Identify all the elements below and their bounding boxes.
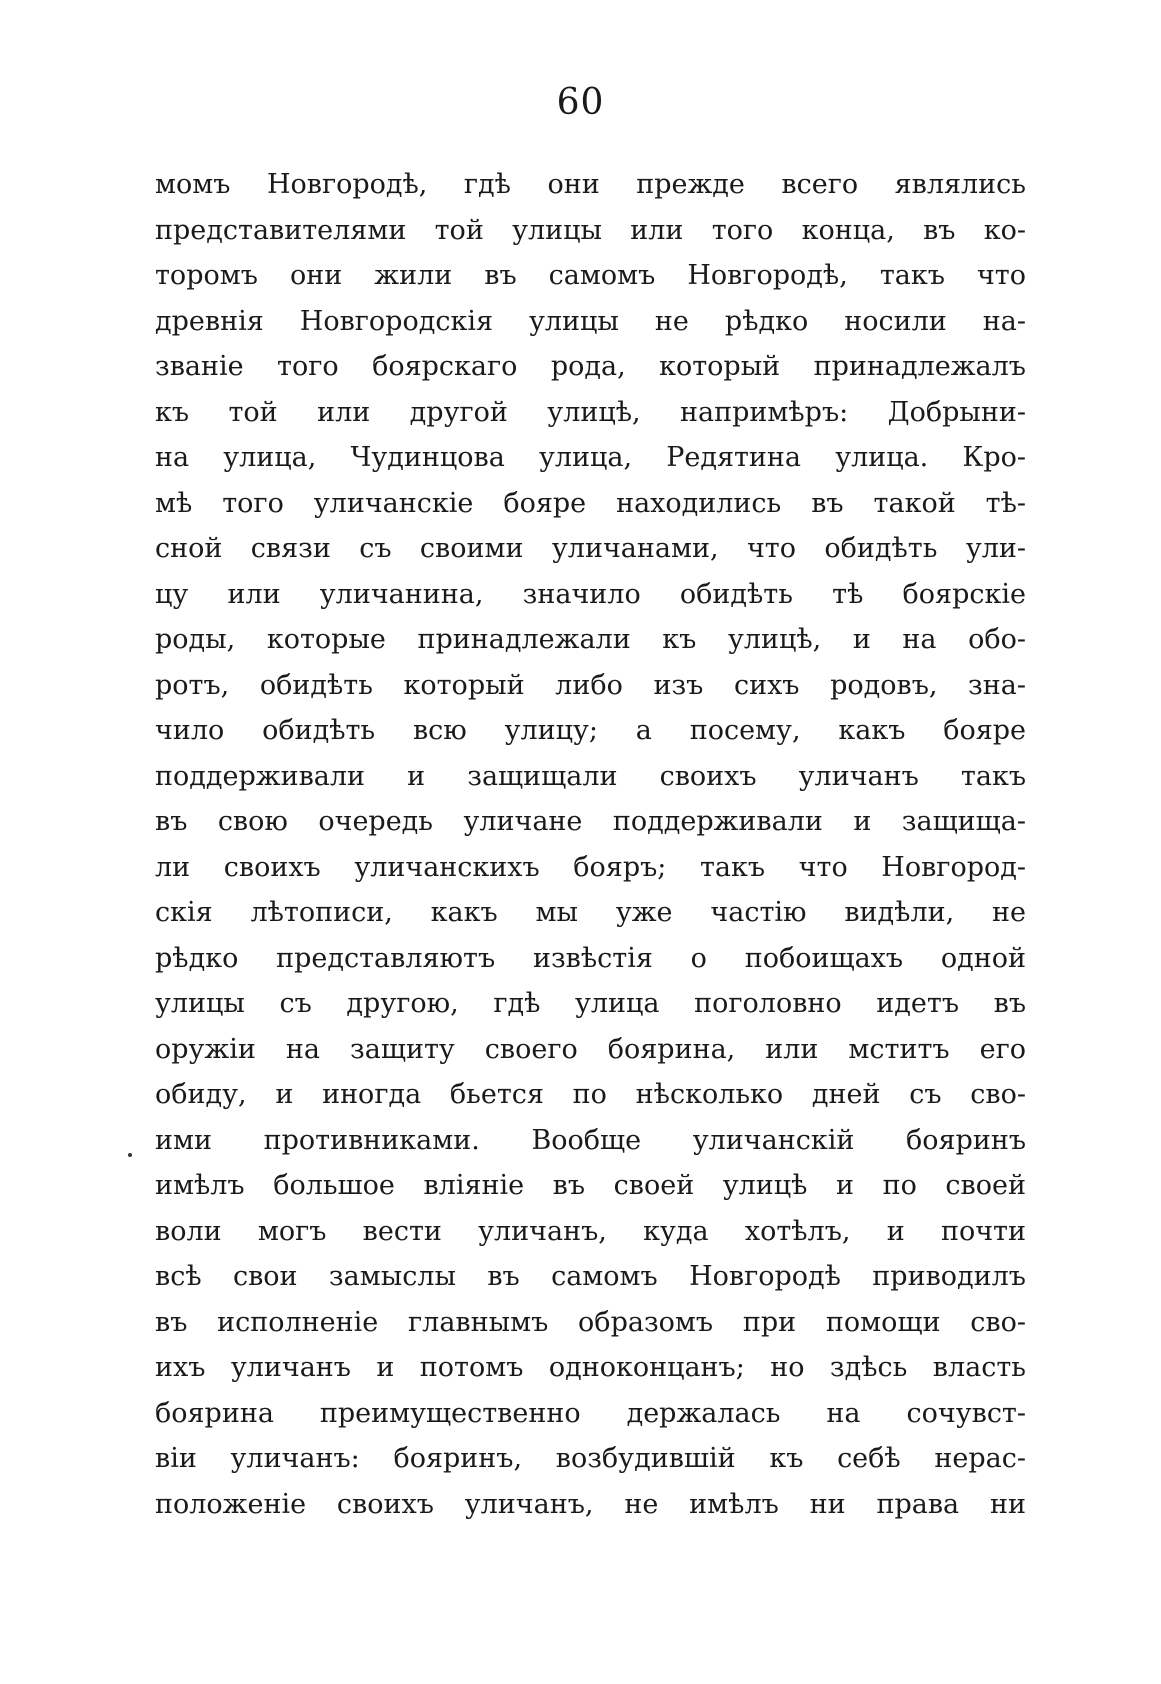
ink-speck bbox=[128, 1153, 132, 1157]
text-line: имѣлъ большое вліяніе въ своей улицѣ и по своей bbox=[155, 1170, 1026, 1201]
text-line: скія лѣтописи, какъ мы уже частію видѣли, не bbox=[155, 897, 1026, 928]
text-line: ли своихъ уличанскихъ бояръ; такъ что Новгород- bbox=[155, 851, 1026, 883]
text-line: поддерживали и защищали своихъ уличанъ такъ bbox=[155, 760, 1026, 792]
text-line: положеніе своихъ уличанъ, не имѣлъ ни права ни bbox=[155, 1488, 1026, 1520]
text-line: ихъ уличанъ и потомъ одноконцанъ; но здѣсь власть bbox=[155, 1352, 1026, 1383]
text-line: ими противниками. Вообще уличанскій бояринъ bbox=[155, 1124, 1026, 1156]
text-line: всѣ свои замыслы въ самомъ Новгородѣ приводилъ bbox=[155, 1261, 1026, 1292]
text-line: званіе того боярскаго рода, который принадлежалъ bbox=[155, 351, 1026, 382]
text-line: момъ Новгородѣ, гдѣ они прежде всего являлись bbox=[155, 169, 1026, 200]
text-line: мѣ того уличанскіе бояре находились въ такой тѣ- bbox=[155, 487, 1026, 519]
text-line: воли могъ вести уличанъ, куда хотѣлъ, и почти bbox=[155, 1215, 1026, 1247]
text-line: сной связи съ своими уличанами, что обидѣть ули- bbox=[155, 533, 1026, 564]
text-line: на улица, Чудинцова улица, Редятина улица. Кро- bbox=[155, 442, 1026, 473]
text-line: улицы съ другою, гдѣ улица поголовно идетъ въ bbox=[155, 988, 1026, 1019]
page-number: 60 bbox=[556, 82, 605, 123]
text-line: ротъ, обидѣть который либо изъ сихъ родовъ, зна- bbox=[155, 669, 1026, 701]
text-line: рѣдко представляютъ извѣстія о побоищахъ одной bbox=[155, 942, 1026, 974]
page-body-text bbox=[155, 162, 1026, 1527]
text-line: оружіи на защиту своего боярина, или мститъ его bbox=[155, 1033, 1026, 1065]
text-line: въ свою очередь уличане поддерживали и защища- bbox=[155, 806, 1026, 837]
text-line: цу или уличанина, значило обидѣть тѣ боярскіе bbox=[155, 578, 1026, 610]
text-line: роды, которые принадлежали къ улицѣ, и на обо- bbox=[155, 624, 1026, 655]
text-line: віи уличанъ: бояринъ, возбудившій къ себѣ нерас- bbox=[155, 1443, 1026, 1474]
text-line: обиду, и иногда бьется по нѣсколько дней съ сво- bbox=[155, 1079, 1026, 1110]
text-line: чило обидѣть всю улицу; а посему, какъ бояре bbox=[155, 715, 1026, 746]
text-line: къ той или другой улицѣ, напримѣръ: Добрыни- bbox=[155, 396, 1026, 428]
text-line: древнія Новгородскія улицы не рѣдко носили на- bbox=[155, 305, 1026, 337]
text-line: представителями той улицы или того конца, въ ко- bbox=[155, 214, 1026, 246]
text-line: въ исполненіе главнымъ образомъ при помощи сво- bbox=[155, 1306, 1026, 1338]
text-line: торомъ они жили въ самомъ Новгородѣ, такъ что bbox=[155, 260, 1026, 291]
text-line: боярина преимущественно держалась на сочувст- bbox=[155, 1397, 1026, 1429]
